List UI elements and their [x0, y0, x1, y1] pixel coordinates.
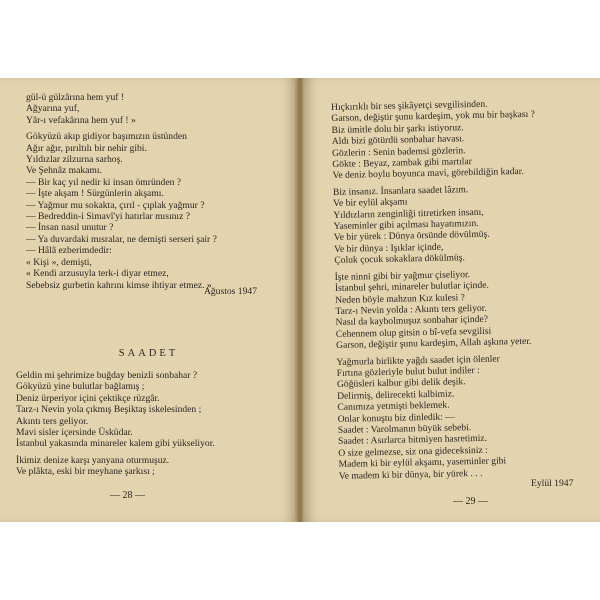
poem-line: — Yağmur mu sokakta, çırıl - çıplak yağmur ? — [26, 199, 205, 211]
poem-line: — Bedreddin-i Simavî'yi hatırlar mısınız ? — [26, 211, 190, 223]
poem-line: — İşte akşam ! Sürgünlerin akşamı. — [26, 188, 164, 200]
saadet-poem-continued — [331, 98, 542, 482]
saadet-poem-start — [16, 370, 215, 478]
poem-title: SAADET — [118, 348, 179, 359]
poem-line: Gözlerin : Senin bademsi gözlerin. — [331, 144, 466, 159]
poem-line: Ve madem ki bir dünya, bir yürek . . . — [338, 467, 483, 482]
poem-line: İkimiz denize karşı yanyana oturmuşuz. — [16, 454, 170, 466]
poem-line: Gökte : Beyaz, zambak gibi martılar — [332, 156, 472, 171]
left-page — [0, 78, 297, 522]
poem-line: Yâr-ı vefakârına hem yuf ! » — [26, 114, 136, 126]
poem-line: Gökyüzü yine bulutlar bağlamış ; — [16, 381, 145, 393]
page-number-right: — 29 — — [453, 496, 488, 507]
poem-line: Neden böyle mahzun Kız kulesi ? — [335, 291, 465, 306]
poem-line: Hıçkırıklı bir ses şikâyetçi sevgilisinden. — [331, 98, 488, 113]
open-book-spread — [0, 78, 600, 522]
poem-line: İstanbul şehri, minareler bulutlar içinde. — [334, 279, 489, 295]
poem-line: Cehennem olup gitsin o bî-vefa sevgilisi — [335, 325, 492, 340]
poem-line: Garson, değiştir şunu kardeşim, yok mu bir başkası ? — [331, 109, 536, 125]
poem-line: Çoluk çocuk sokaklara dökülmüş. — [334, 252, 465, 267]
poem-line: Yıldızların zenginliği titretirken insanı, — [333, 206, 484, 221]
poem-line: Ağyarına yuf, — [26, 103, 80, 115]
poem-line: — Hâlâ ezberimdedir: — [26, 245, 112, 257]
poem-line: Göğüsleri kalbur gibi delik deşik. — [336, 376, 466, 391]
poem-line: gül-ü gülzârına hem yuf ! — [26, 92, 125, 103]
poem-line: Saadet : Asırlarca bitmiyen hasretimiz. — [338, 433, 488, 448]
right-page — [303, 78, 600, 522]
poem-line: — Ya duvardaki mısralar, ne demişti serseri şair ? — [26, 233, 217, 245]
poem-line: Ve deniz boylu boyunca mavi, görebildiğin kadar. — [332, 166, 524, 182]
poem-line: « Kendi arzusuyla terk-i diyar etmez, — [26, 268, 169, 280]
poem-line: Deniz ürperiyor içini çektikçe rüzgâr. — [16, 392, 160, 404]
poem-line: Onlar konuştu biz dinledik: — — [337, 411, 455, 425]
poem-line: Yağmurla birlikte yağdı saadet için ölenler — [336, 353, 500, 368]
left-poem-ending — [26, 92, 217, 291]
poem-line: Ve bir dünya : Işıklar içinde, — [333, 241, 444, 255]
poem-line: Nasıl da kaybolmuşuz sonbahar içinde? — [335, 314, 489, 329]
poem-line: Ve Şehnâz makamı. — [26, 165, 102, 177]
poem-line: Ve bir eylül akşamı — [333, 196, 408, 210]
poem-line: Saadet : Varolmanın büyük sebebi. — [337, 422, 472, 436]
poem-line: Delirmiş, delirecekti kalbimiz. — [337, 388, 455, 402]
poem-line: Tarz-ı Nevin yola çıkmış Beşiktaş iskelesinden ; — [16, 404, 202, 416]
poem-line: Ağır ağır, pırıltılı bir nehir gibi. — [26, 142, 147, 154]
poem-line: « Kişi », demişti, — [26, 256, 92, 268]
poem-line: Biz insanız. İnsanlara saadet lâzım. — [332, 183, 469, 198]
poem-line: İstanbul yakasında minareler kalem gibi yükseliyor. — [16, 438, 215, 450]
left-poem-date: Ağustos 1947 — [203, 286, 257, 297]
poem-line: Canımıza yetmişti beklemek. — [337, 399, 450, 414]
poem-line: Geldin mi şehrimize buğday benizli sonbahar ? — [16, 370, 198, 381]
poem-line: — Bir kaç yıl nedir ki insan ömründen ? — [26, 176, 182, 188]
poem-line: Biz ümitle dolu bir şarkı istiyoruz. — [331, 122, 464, 136]
poem-line: Fırtına gözleriyle bulut bulut indiler : — [336, 364, 480, 379]
poem-line: İşte ninni gibi bir yağmur çiseliyor. — [334, 268, 471, 283]
poem-line: O size gelmezse, siz ona gideceksiniz : — [338, 444, 488, 459]
poem-line: Gökyüzü akıp gidiyor başımızın üstünden — [26, 131, 187, 143]
page-number-left: — 28 — — [110, 490, 145, 501]
poem-line: Sebebsiz gurbetin kahrını kimse ihtiyar etmez. » — [26, 279, 212, 291]
poem-line: Garson, değiştir şunu kardeşim, Allah aşkına yeter. — [335, 335, 532, 352]
poem-line: Yaseminler gibi açılması hayatımızın. — [333, 217, 479, 233]
right-poem-date: Eylül 1947 — [531, 478, 574, 489]
poem-line: Mavi sisler içersinde Üsküdar. — [16, 427, 133, 439]
poem-line: Ve plâkta, eski bir meyhane şarkısı ; — [16, 466, 155, 478]
poem-line: Ve bir yürek : Dünya örsünde dövülmüş. — [333, 229, 490, 244]
poem-line: Aldı bizi götürdü sonbahar havası. — [331, 133, 465, 148]
poem-line: Madem ki bir eylül akşamı, yaseminler gibi — [338, 455, 507, 471]
poem-line: — İnsan nasıl unutur ? — [26, 222, 114, 234]
poem-line: Tarz-ı Nevin yolda : Akıntı ters geliyor. — [335, 302, 487, 317]
poem-line: Akıntı ters geliyor. — [16, 415, 89, 427]
poem-line: Yıldızlar zilzurna sarhoş. — [26, 154, 123, 166]
